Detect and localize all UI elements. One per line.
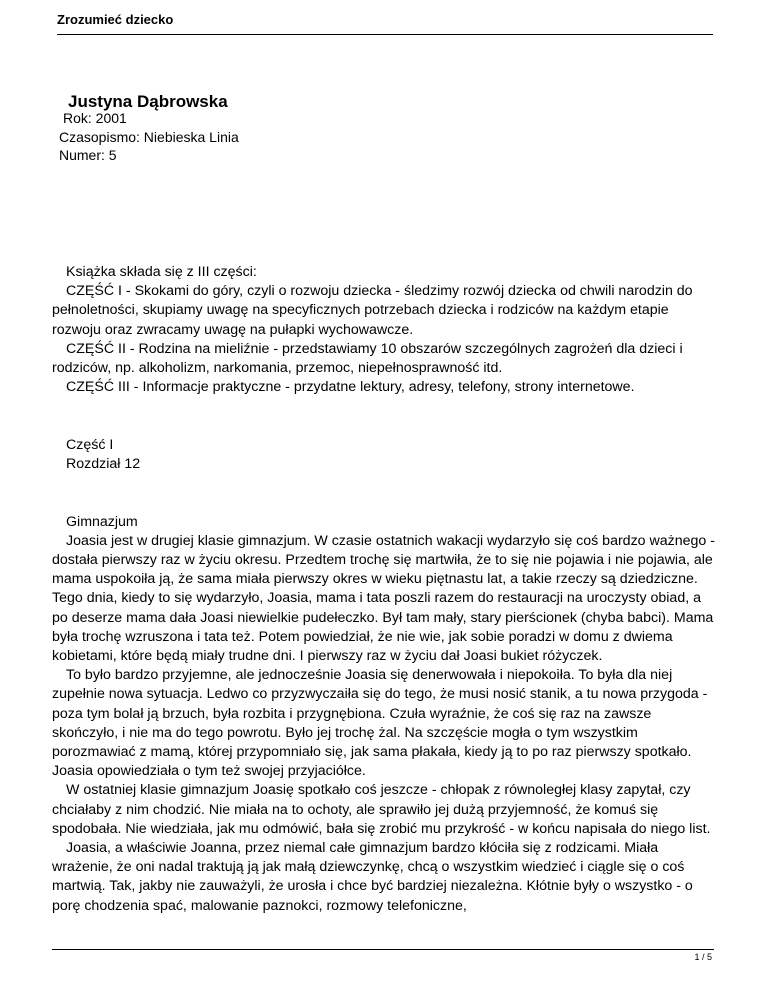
paragraph: To było bardzo przyjemne, ale jednocześnie Joasia się denerwowała i niepokoiła. To była dla niej zupełnie nowa sytuacja. Ledwo co przyzwyczaiła się do tego, że musi nosić stanik, a tu nowa przygoda - poza tym bolał ją brzuch, była rozbita i przygnębiona. Czuła wyraźnie, że coś się raz na zawsze skończyło, i nie ma do tego powrotu. Było jej trochę żal. Na szczęście mogła o tym wszystkim porozmawiać z mamą, której przypomniało się, jak sama płakała, kiedy ją to po raz pierwszy spotkało. Joasia opowiedziała o tym też swojej przyjaciółce.: [52, 667, 708, 780]
page-header: [57, 12, 713, 28]
paragraph: Joasia jest w drugiej klasie gimnazjum. W czasie ostatnich wakacji wydarzyło się coś bardzo ważnego - dostała pierwszy raz w życiu okresu. Przedtem trochę się martwiła, że to się nie pojawia i nie pojawia, ale mama uspokoiła ją, że sama miała pierwszy okres w wieku piętnastu lat, a takie rzeczy są dziedziczne. Tego dnia, kiedy to się wydarzyło, Joasia, mama i tata poszli razem do restauracji na uroczysty obiad, a po deserze mama dała Joasi niewielkie pudełeczko. Był tam mały, stary pierścionek (chyba babci). Mama była trochę wzruszona i tata też. Potem powiedział, że nie wie, jak sobie poradzi w domu z dwiema kobietami, które będą miały trudne dni. I pierwszy raz w życiu dał Joasi bukiet różyczek.: [52, 532, 715, 665]
spacer: [52, 474, 716, 512]
intro-part-1: CZĘŚĆ I - Skokami do góry, czyli o rozwoju dziecka - śledzimy rozwój dziecka od chwili narodzin do pełnoletności, skupiamy uwagę na specyficznych potrzebach dziecka i rodziców na każdym etapie rozwoju oraz zwracamy uwagę na pułapki wychowawcze.: [52, 283, 693, 338]
spacer: [52, 397, 716, 435]
meta-magazine: Czasopismo: Niebieska Linia: [59, 128, 239, 145]
article-body: [52, 263, 716, 916]
publication-meta: [59, 109, 459, 165]
author-name: Justyna Dąbrowska: [68, 92, 228, 111]
meta-issue: Numer: 5: [59, 147, 117, 163]
paragraph: Joasia, a właściwie Joanna, przez niemal całe gimnazjum bardzo kłóciła się z rodzicami. Miała wrażenie, że oni nadal traktują ją jak małą dziewczynkę, chcą o wszystkim wiedzieć i ciągle się o coś martwią. Tak, jakby nie zauważyli, że urosła i chce być bardziej niezależna. Kłótnie były o wszystko - o porę chodzenia spać, malowanie paznokci, rozmowy telefoniczne,: [52, 840, 693, 914]
intro-part-3: CZĘŚĆ III - Informacje praktyczne - przydatne lektury, adresy, telefony, strony internetowe.: [66, 379, 635, 396]
page-number: 1 / 5: [694, 952, 712, 962]
paragraph: W ostatniej klasie gimnazjum Joasię spotkało coś jeszcze - chłopak z równoległej klasy zapytał, czy chciałaby z nim chodzić. Nie miała na to ochoty, ale sprawiło jej dużą przyjemność, że komuś się spodobała. Nie wiedziała, jak mu odmówić, bała się zrobić mu przykrość - w końcu napisała do niego list.: [52, 782, 711, 837]
meta-year: Rok: 2001: [63, 110, 127, 126]
header-divider: [57, 34, 713, 35]
footer-divider: [52, 949, 714, 950]
chapter-heading: Gimnazjum: [66, 513, 138, 530]
section-chapter: Rozdział 12: [66, 456, 141, 473]
intro-heading: Książka składa się z III części:: [66, 264, 257, 280]
intro-part-2: CZĘŚĆ II - Rodzina na mieliźnie - przedstawiamy 10 obszarów szczególnych zagrożeń dla dzieci i rodziców, np. alkoholizm, narkomania, przemoc, niepełnosprawność itd.: [52, 340, 683, 377]
document-title: Zrozumieć dziecko: [57, 12, 174, 27]
section-part: Część I: [66, 436, 114, 453]
